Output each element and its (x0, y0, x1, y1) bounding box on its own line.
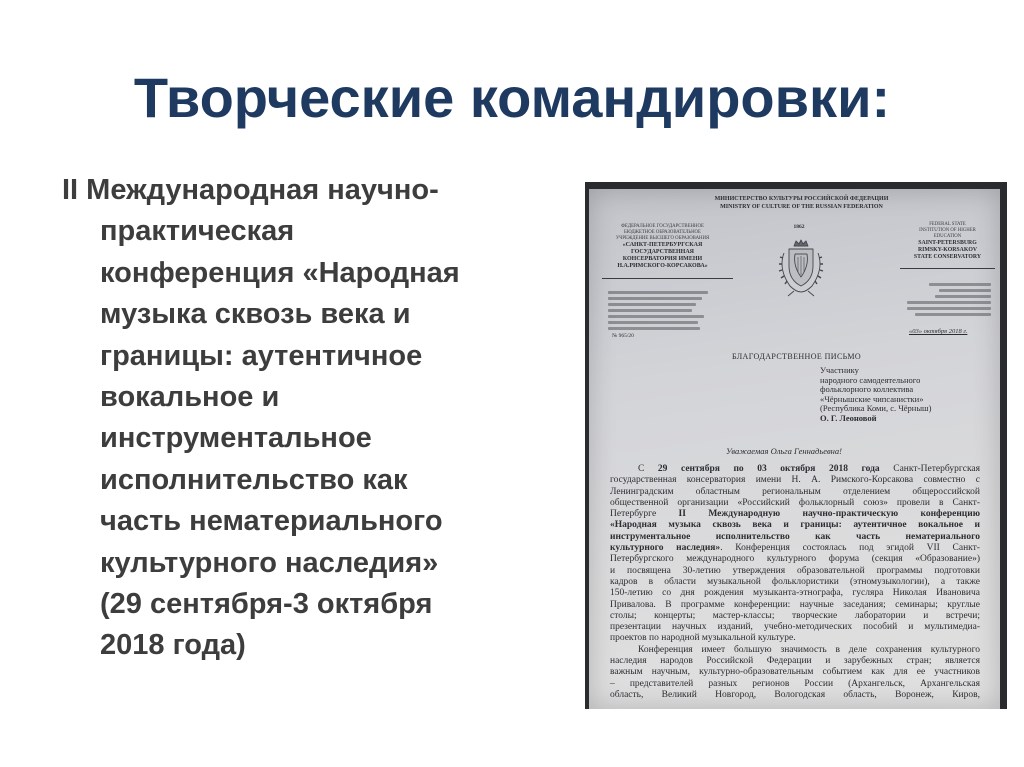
letter-body-text: Санкт-Петербургская (879, 464, 981, 474)
letter-body-line (610, 566, 980, 577)
letter-ministry-en: MINISTRY OF CULTURE OF THE RUSSIAN FEDERATION (720, 204, 883, 210)
letter-body-text: Конференция имеет большую значимость в деле сохранения культурного (638, 644, 980, 655)
letter-org-ru-block (600, 224, 725, 270)
slide-text-line: II Международная научно- (62, 174, 439, 206)
letter-body-line (610, 475, 980, 486)
letter-body-line (610, 588, 980, 599)
letter-body-emphasis: инструментальное исполнительство как часть нематериального (610, 531, 980, 542)
letter-addressee (820, 366, 931, 424)
addressee-name: О. Г. Леоновой (820, 412, 877, 423)
illegible-address-line (608, 309, 692, 312)
org-en-name-line: SAINT-PETERSBURG (918, 240, 977, 246)
letter-body-line (610, 543, 980, 554)
letter-body-line (610, 690, 980, 701)
addressee-line: «Чёрнышские чипсанистки» (820, 393, 924, 404)
slide-text-line: 2018 года) (100, 629, 246, 662)
letter-body-text: презентации научных изданий, учебно-методических пособий и мультимедиа- (610, 622, 980, 633)
letter-date: «03» октября 2018 г. (909, 328, 968, 335)
letter-body-line (610, 611, 980, 622)
letter-body-text: Привалова. В программе конференции: научные заседания; семинары; круглые (610, 599, 980, 610)
slide-text-line: вокальное и (100, 381, 280, 414)
letter-body-text: Ленинградским областным региональным отделением общероссийской (610, 486, 980, 497)
org-ru-subtitle-line: УЧРЕЖДЕНИЕ ВЫСШЕГО ОБРАЗОВАНИЯ (615, 236, 710, 241)
letter-body-emphasis: 29 сентября по 03 октября 2018 года (657, 464, 880, 474)
letter-body-line (610, 464, 980, 475)
letter-body-text: кадров в области музыкальной фольклористики (этномузыкологии), а также (610, 576, 980, 587)
letter-doc-title: БЛАГОДАРСТВЕННОЕ ПИСЬМО (731, 352, 862, 361)
org-ru-subtitle-line: БЮДЖЕТНОЕ ОБРАЗОВАТЕЛЬНОЕ (624, 230, 701, 235)
letter-body-line (610, 487, 980, 498)
letter-photo (585, 182, 1007, 709)
letter-org-en-block (900, 222, 995, 261)
slide-text-line: культурного наследия» (100, 546, 439, 579)
letter-ref-number: № 965/20 (612, 333, 634, 339)
letter-body-line (610, 645, 980, 656)
org-en-subtitle-line: FEDERAL STATE (929, 222, 966, 227)
letter-body-line (610, 532, 980, 543)
letter-body-emphasis: культурного наследия» (610, 543, 721, 554)
header-rule-left (602, 278, 733, 279)
org-ru-subtitle-line: ФЕДЕРАЛЬНОЕ ГОСУДАРСТВЕННОЕ (621, 224, 704, 229)
addressee-line: Участнику (820, 365, 859, 375)
slide-title: Творческие командировки: (133, 66, 891, 129)
letter-body-text: и посвящена 30-летию утверждения образовательной программы подготовки (610, 565, 980, 576)
header-rule-right (900, 268, 995, 269)
illegible-address-line (935, 295, 991, 298)
org-en-subtitle (900, 222, 995, 240)
illegible-address-line (915, 313, 991, 316)
letter-founding-year: 1862 (793, 224, 805, 230)
org-en-subtitle-line: INSTITUTION OF HIGHER (919, 228, 976, 233)
slide-text-line: исполнительство как (100, 463, 408, 496)
letter-body-line (610, 622, 980, 633)
letter-body-line (610, 667, 980, 678)
letter-body (610, 464, 980, 701)
org-ru-name (600, 242, 725, 270)
addressee-lines (820, 366, 931, 414)
illegible-address-line (608, 315, 704, 318)
letter-ministry-ru: МИНИСТЕРСТВО КУЛЬТУРЫ РОССИЙСКОЙ ФЕДЕРАЦИИ (714, 196, 889, 202)
letter-body-emphasis: «Народная музыка сквозь века и границы: аутентичное вокальное и (610, 520, 980, 531)
letter-body-line (610, 577, 980, 588)
org-ru-subtitle (600, 224, 725, 242)
letter-body-text: общественной организации «Российский фольклорный союз» провели в Санкт- (610, 497, 980, 508)
letter-body-text: Петербурге (610, 509, 679, 520)
slide-text-line: конференция «Народная (100, 256, 460, 289)
slide-text-line: музыка сквозь века и (100, 298, 411, 331)
addressee-line: народного самодеятельного (820, 374, 921, 385)
letter-body-line (610, 600, 980, 611)
illegible-address-line (907, 307, 991, 310)
illegible-address-line (907, 301, 991, 304)
letter-body-text: 150-летию со дня рождения музыканта-этнографа, гусляра Николая Ивановича (610, 588, 980, 599)
letter-salutation: Уважаемая Ольга Геннадьевна! (726, 446, 842, 456)
letter-body-emphasis: II Международную научно-практическую конференцию (678, 509, 981, 520)
letter-body-line (610, 633, 980, 644)
illegible-address-line (608, 321, 698, 324)
letter-body-text: область, Великий Новгород, Вологодская область, Воронеж, Киров, (610, 689, 980, 700)
org-en-name-line: STATE CONSERVATORY (913, 254, 982, 260)
letter-body-text: . Конференция состоялась под эгидой VII Санкт- (720, 543, 980, 554)
slide-text-line: инструментальное (100, 422, 372, 455)
slide-text-line: практическая (100, 215, 295, 248)
letter-body-line (610, 656, 980, 667)
letter-body-text: Петербургского международного культурного форума (секция «Образование») (610, 554, 980, 565)
addressee-line: (Республика Коми, с. Чёрныш) (820, 403, 932, 414)
slide-text-line: часть нематериального (100, 505, 443, 538)
letter-body-text: проектов по народной музыкальной культуре. (610, 633, 796, 644)
letter-body-line (610, 679, 980, 690)
letter-body-line (610, 520, 980, 531)
letter-body-text: – представителей разных регионов России (Архангельск, Архангельская (610, 678, 980, 689)
illegible-address-line (608, 297, 702, 300)
illegible-address-line (608, 327, 700, 330)
illegible-address-line (929, 283, 991, 286)
letter-body-text: С (638, 464, 658, 474)
org-ru-name-line: Н.А.РИМСКОГО-КОРСАКОВА» (617, 263, 708, 269)
letter-body-text: наследия народов Российской Федерации и зарубежных стран; является (610, 656, 980, 667)
letter-body-line (610, 509, 980, 520)
slide-text-line: (29 сентября-3 октября (100, 588, 433, 621)
org-en-name-line: RIMSKY-KORSAKOV (917, 247, 978, 253)
org-en-subtitle-line: EDUCATION (933, 234, 962, 239)
letter-body-line (610, 554, 980, 565)
illegible-address-line (608, 291, 708, 294)
letter-body-text: государственная консерватория имени Н. А. Римского-Корсакова совместно с (610, 475, 980, 486)
org-ru-name-line: «САНКТ-ПЕТЕРБУРГСКАЯ (622, 242, 703, 248)
addressee-line: фольклорного коллектива (820, 384, 914, 395)
org-ru-name-line: КОНСЕРВАТОРИЯ ИМЕНИ (622, 256, 703, 262)
slide-text-line: границы: аутентичное (100, 339, 423, 372)
conservatory-emblem-icon (770, 236, 832, 298)
illegible-address-line (608, 303, 696, 306)
org-ru-name-line: ГОСУДАРСТВЕННАЯ (631, 249, 694, 255)
letter-paper (589, 189, 1000, 709)
letter-body-text: важным научным, культурно-образовательным событием как для ее участников (610, 667, 980, 678)
org-en-name (900, 240, 995, 261)
letter-body-line (610, 498, 980, 509)
letter-body-text: столы; концерты; мастер-классы; творческие лаборатории и встречи; (610, 610, 980, 621)
slide-body-text (62, 170, 562, 667)
illegible-address-line (939, 289, 991, 292)
